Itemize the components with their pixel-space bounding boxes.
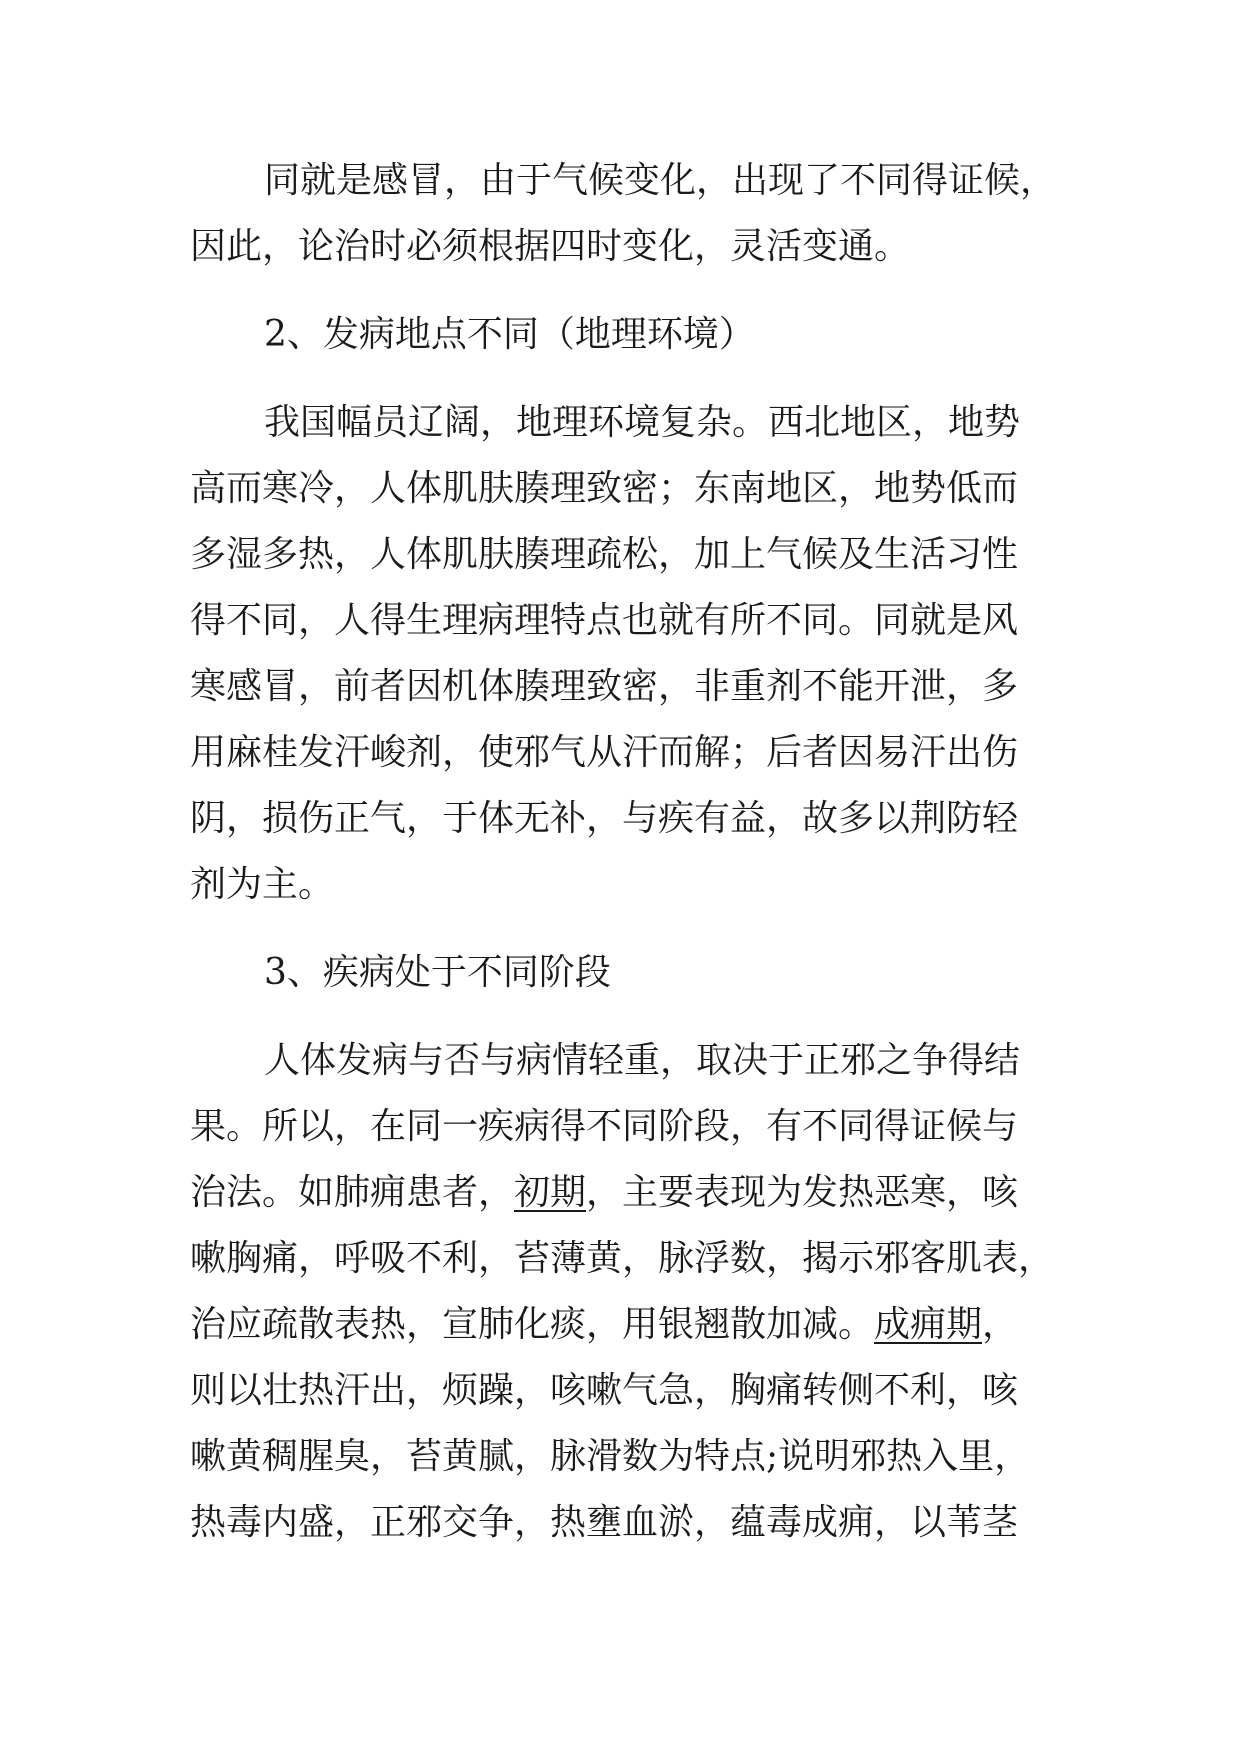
underlined-term: 成痈期 [874, 1304, 983, 1345]
paragraph [190, 148, 1062, 280]
text-line: 阴，损伤正气，于体无补，与疾有益，故多以荆防轻 [190, 798, 1019, 839]
text-segment: 治法。如肺痈患者， [190, 1172, 515, 1213]
text-line: 同就是感冒，由于气候变化，出现了不同得证候， [264, 160, 1057, 201]
section-heading: 2、发病地点不同（地理环境） [264, 314, 755, 355]
text-line: 高而寒冷，人体肌肤腠理致密；东南地区，地势低而 [190, 468, 1019, 509]
text-line: 嗽黄稠腥臭，苔黄腻，脉滑数为特点;说明邪热入里， [190, 1436, 1031, 1477]
text-line: 热毒内盛，正邪交争，热壅血淤，蕴毒成痈，以苇茎 [190, 1502, 1019, 1543]
text-segment: ， [982, 1304, 1019, 1345]
text-line: 多湿多热，人体肌肤腠理疏松，加上气候及生活习性 [190, 534, 1019, 575]
document-body [190, 148, 1062, 1556]
text-line: 人体发病与否与病情轻重，取决于正邪之争得结 [264, 1040, 1021, 1081]
text-segment: 治应疏散表热，宣肺化痰，用银翘散加减。 [190, 1304, 875, 1345]
section-heading: 3、疾病处于不同阶段 [264, 952, 611, 993]
text-line [190, 1160, 1062, 1226]
text-line: 果。所以，在同一疾病得不同阶段，有不同得证候与 [190, 1106, 1019, 1147]
text-line: 用麻桂发汗峻剂，使邪气从汗而解；后者因易汗出伤 [190, 732, 1019, 773]
text-line: 嗽胸痛，呼吸不利，苔薄黄，脉浮数，揭示邪客肌表， [190, 1238, 1055, 1279]
text-segment: ，主要表现为发热恶寒，咳 [586, 1172, 1019, 1213]
paragraph [190, 390, 1062, 918]
text-line: 寒感冒，前者因机体腠理致密，非重剂不能开泄，多 [190, 666, 1019, 707]
text-line: 我国幅员辽阔，地理环境复杂。西北地区，地势 [264, 402, 1021, 443]
paragraph [190, 1028, 1062, 1556]
text-line: 得不同，人得生理病理特点也就有所不同。同就是风 [190, 600, 1019, 641]
text-line: 则以壮热汗出，烦躁，咳嗽气急，胸痛转侧不利，咳 [190, 1370, 1019, 1411]
text-line: 剂为主。 [190, 864, 335, 905]
text-line: 因此，论治时必须根据四时变化，灵活变通。 [190, 226, 911, 267]
underlined-term: 初期 [514, 1172, 587, 1213]
text-line [190, 1292, 1062, 1358]
